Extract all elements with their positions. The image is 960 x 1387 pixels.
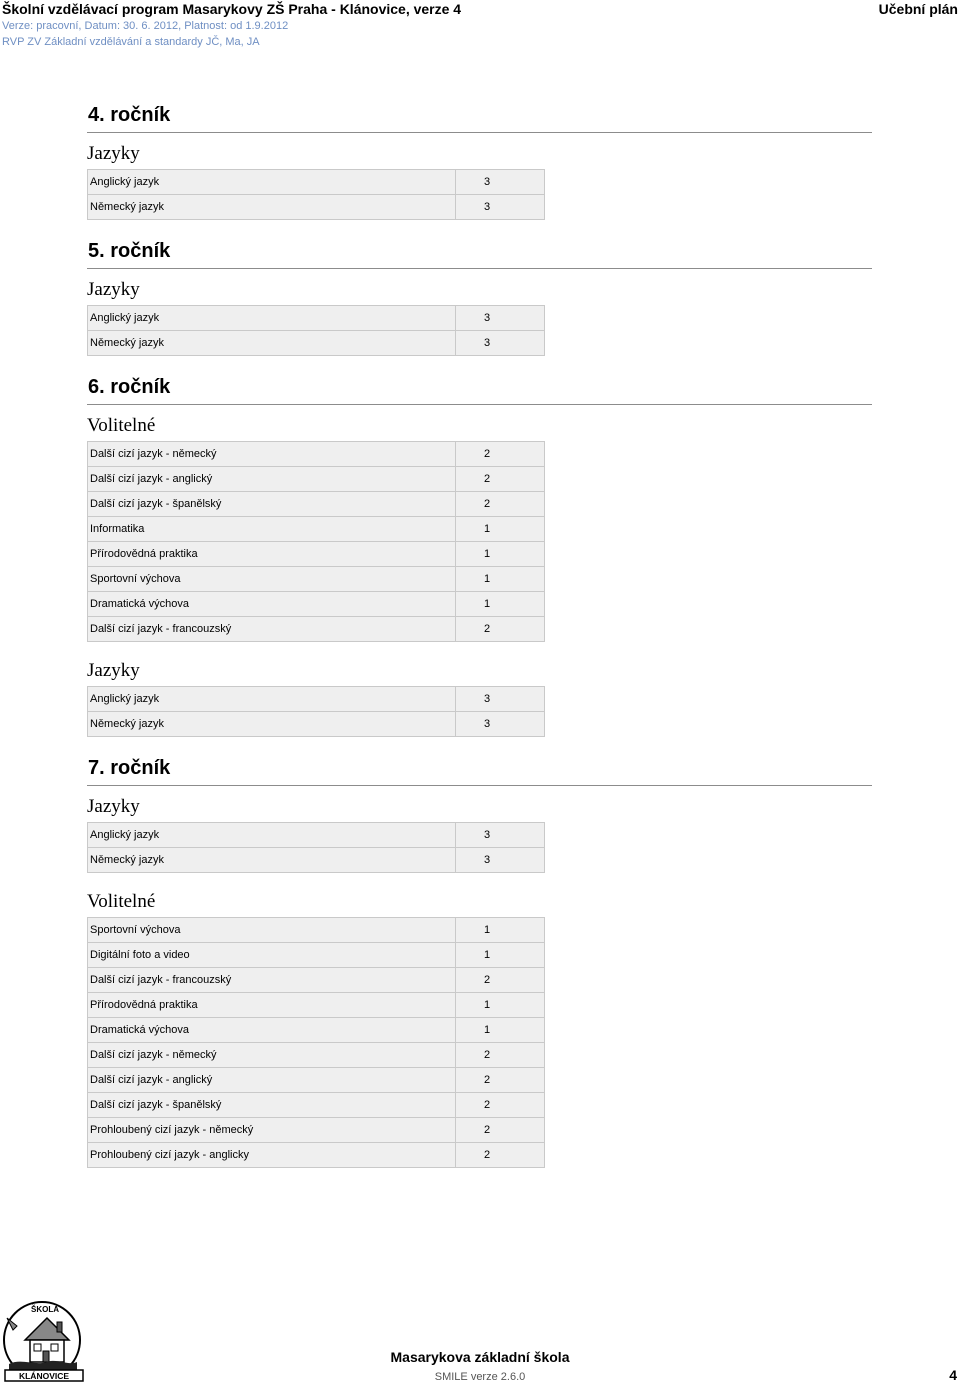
subject-name: Anglický jazyk (88, 306, 456, 331)
table-row (88, 1018, 545, 1043)
subject-name: Další cizí jazyk - anglický (88, 467, 456, 492)
subject-hours: 1 (456, 592, 545, 617)
subject-name: Německý jazyk (88, 195, 456, 220)
curriculum-content (87, 102, 872, 1186)
subject-table (87, 917, 545, 1168)
subject-hours: 1 (456, 993, 545, 1018)
subject-hours: 2 (456, 467, 545, 492)
table-row (88, 331, 545, 356)
table-row (88, 823, 545, 848)
school-logo (1, 1300, 84, 1382)
subject-name: Sportovní výchova (88, 918, 456, 943)
group-title: Jazyky (87, 279, 140, 300)
subject-hours: 2 (456, 492, 545, 517)
subject-hours: 2 (456, 1118, 545, 1143)
table-row (88, 567, 545, 592)
subject-table (87, 169, 545, 220)
table-row (88, 1093, 545, 1118)
subject-name: Přírodovědná praktika (88, 993, 456, 1018)
grade-heading: 5. ročník (87, 238, 872, 269)
subject-group (87, 143, 872, 220)
subject-name: Dramatická výchova (88, 592, 456, 617)
subject-name: Anglický jazyk (88, 687, 456, 712)
subject-table (87, 305, 545, 356)
table-row (88, 1068, 545, 1093)
subject-name: Německý jazyk (88, 712, 456, 737)
subject-hours: 3 (456, 848, 545, 873)
table-row (88, 943, 545, 968)
subject-hours: 1 (456, 918, 545, 943)
table-row (88, 1043, 545, 1068)
subject-group (87, 279, 872, 356)
subject-name: Další cizí jazyk - německý (88, 442, 456, 467)
subject-hours: 1 (456, 943, 545, 968)
subject-hours: 3 (456, 687, 545, 712)
subject-name: Sportovní výchova (88, 567, 456, 592)
subject-group (87, 796, 872, 873)
version-info: Verze: pracovní, Datum: 30. 6. 2012, Platnost: od 1.9.2012 (2, 20, 289, 32)
subject-name: Dramatická výchova (88, 1018, 456, 1043)
table-row (88, 467, 545, 492)
table-row (88, 848, 545, 873)
subject-name: Digitální foto a video (88, 943, 456, 968)
subject-name: Prohloubený cizí jazyk - anglicky (88, 1143, 456, 1168)
subject-hours: 3 (456, 170, 545, 195)
subject-name: Anglický jazyk (88, 823, 456, 848)
table-row (88, 993, 545, 1018)
document-title: Školní vzdělávací program Masarykovy ZŠ Praha - Klánovice, verze 4 (2, 1, 462, 17)
subject-hours: 3 (456, 195, 545, 220)
subject-name: Přírodovědná praktika (88, 542, 456, 567)
subject-name: Další cizí jazyk - francouzský (88, 968, 456, 993)
table-row (88, 517, 545, 542)
table-row (88, 968, 545, 993)
table-row (88, 442, 545, 467)
table-row (88, 170, 545, 195)
table-row (88, 306, 545, 331)
subject-hours: 1 (456, 1018, 545, 1043)
page-number: 4 (949, 1367, 957, 1383)
subject-table (87, 822, 545, 873)
school-name: Masarykova základní škola (390, 1349, 570, 1365)
table-row (88, 617, 545, 642)
table-row (88, 492, 545, 517)
subject-hours: 2 (456, 1043, 545, 1068)
subject-name: Další cizí jazyk - anglický (88, 1068, 456, 1093)
rvp-info: RVP ZV Základní vzdělávání a standardy JČ, Ma, JA (2, 36, 260, 48)
table-row (88, 592, 545, 617)
subject-group (87, 891, 872, 1168)
table-row (88, 1143, 545, 1168)
logo-top-text: ŠKOLA (31, 1305, 59, 1314)
subject-name: Další cizí jazyk - španělský (88, 1093, 456, 1118)
subject-hours: 2 (456, 442, 545, 467)
subject-hours: 3 (456, 306, 545, 331)
subject-name: Další cizí jazyk - francouzský (88, 617, 456, 642)
subject-name: Německý jazyk (88, 331, 456, 356)
subject-table (87, 686, 545, 737)
grade-heading: 7. ročník (87, 755, 872, 786)
subject-hours: 1 (456, 542, 545, 567)
subject-hours: 3 (456, 823, 545, 848)
table-row (88, 542, 545, 567)
table-row (88, 1118, 545, 1143)
table-row (88, 918, 545, 943)
subject-name: Německý jazyk (88, 848, 456, 873)
subject-hours: 2 (456, 1093, 545, 1118)
subject-group (87, 415, 872, 642)
subject-hours: 2 (456, 1068, 545, 1093)
subject-name: Další cizí jazyk - španělský (88, 492, 456, 517)
table-row (88, 195, 545, 220)
subject-hours: 2 (456, 1143, 545, 1168)
subject-hours: 1 (456, 517, 545, 542)
group-title: Jazyky (87, 143, 140, 164)
grade-heading: 6. ročník (87, 374, 872, 405)
subject-hours: 3 (456, 712, 545, 737)
subject-table (87, 441, 545, 642)
subject-name: Anglický jazyk (88, 170, 456, 195)
grade-heading: 4. ročník (87, 102, 872, 133)
subject-name: Prohloubený cizí jazyk - německý (88, 1118, 456, 1143)
subject-name: Další cizí jazyk - německý (88, 1043, 456, 1068)
section-title: Učební plán (878, 1, 958, 17)
subject-hours: 2 (456, 968, 545, 993)
logo-bottom-text: KLÁNOVICE (18, 1371, 70, 1381)
software-version: SMILE verze 2.6.0 (434, 1371, 526, 1383)
group-title: Jazyky (87, 660, 140, 681)
group-title: Volitelné (87, 891, 156, 912)
subject-hours: 1 (456, 567, 545, 592)
group-title: Volitelné (87, 415, 156, 436)
group-title: Jazyky (87, 796, 140, 817)
subject-hours: 3 (456, 331, 545, 356)
table-row (88, 687, 545, 712)
subject-name: Informatika (88, 517, 456, 542)
subject-group (87, 660, 872, 737)
table-row (88, 712, 545, 737)
subject-hours: 2 (456, 617, 545, 642)
